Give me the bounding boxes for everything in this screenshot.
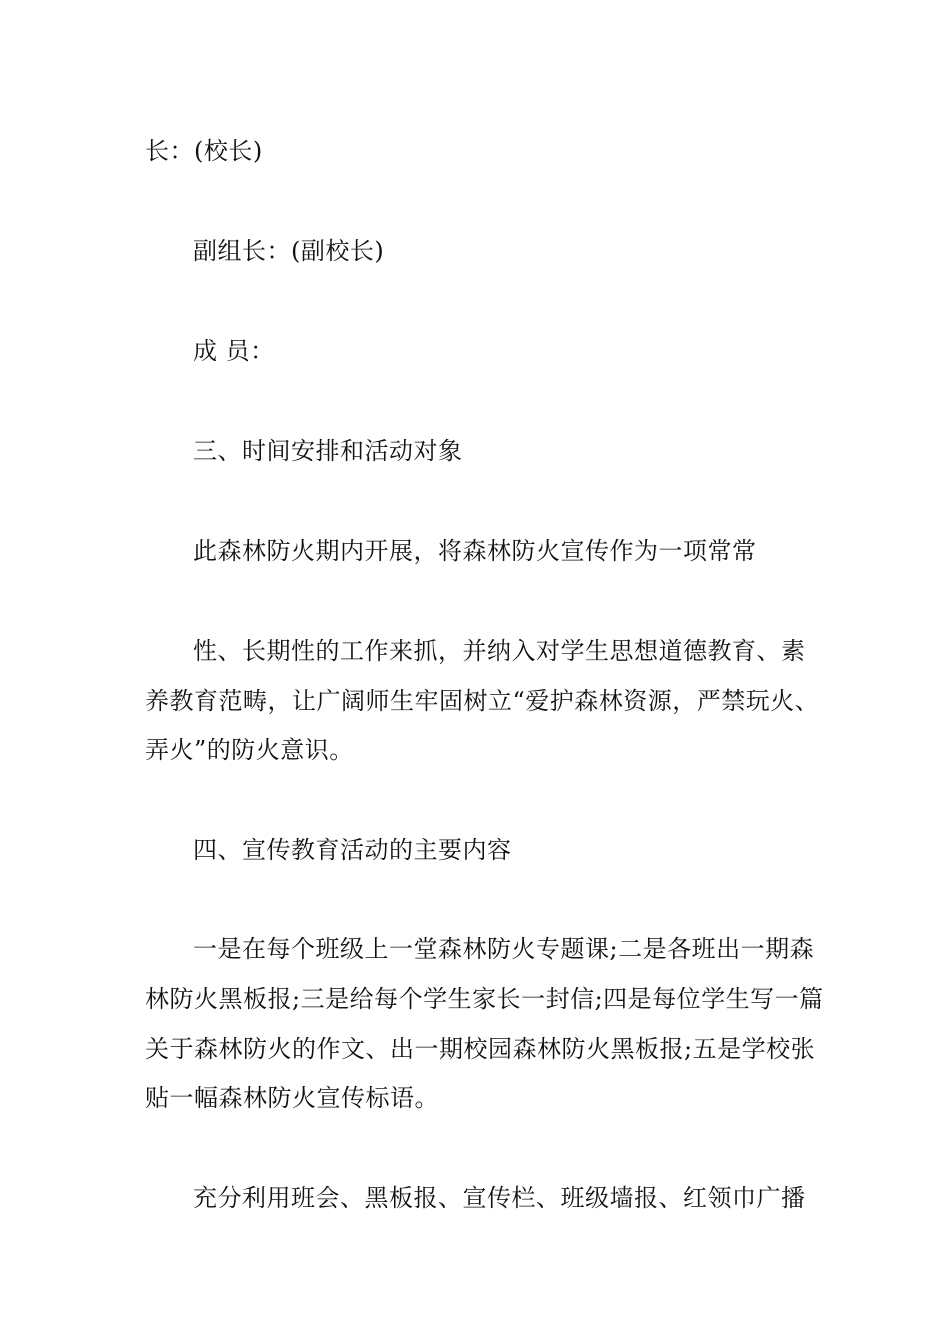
vice-leader-line: 副组长：(副校长) <box>193 237 385 265</box>
paragraph-2-line-2: 养教育范畴，让广阔师生牢固树立“爱护森林资源，严禁玩火、 <box>145 687 820 715</box>
paragraph-3-line-4: 贴一幅森林防火宣传标语。 <box>145 1084 439 1112</box>
paragraph-2-line-1: 性、长期性的工作来抓，并纳入对学生思想道德教育、素 <box>193 637 806 665</box>
leader-line: 长：(校长) <box>145 137 263 165</box>
paragraph-3-line-3: 关于森林防火的作文、出一期校园森林防火黑板报;五是学校张 <box>145 1035 816 1063</box>
paragraph-3-line-2: 林防火黑板报;三是给每个学生家长一封信;四是每位学生写一篇 <box>145 985 824 1013</box>
paragraph-2-line-3: 弄火”的防火意识。 <box>145 736 354 764</box>
section-3-heading: 三、时间安排和活动对象 <box>193 437 463 465</box>
section-3-paragraph: 此森林防火期内开展，将森林防火宣传作为一项常常 <box>193 537 757 565</box>
members-line: 成 员： <box>193 337 275 365</box>
paragraph-3-line-1: 一是在每个班级上一堂森林防火专题课;二是各班出一期森 <box>193 935 815 963</box>
paragraph-4-line-1: 充分利用班会、黑板报、宣传栏、班级墙报、红领巾广播 <box>193 1184 806 1212</box>
section-4-heading: 四、宣传教育活动的主要内容 <box>193 836 512 864</box>
